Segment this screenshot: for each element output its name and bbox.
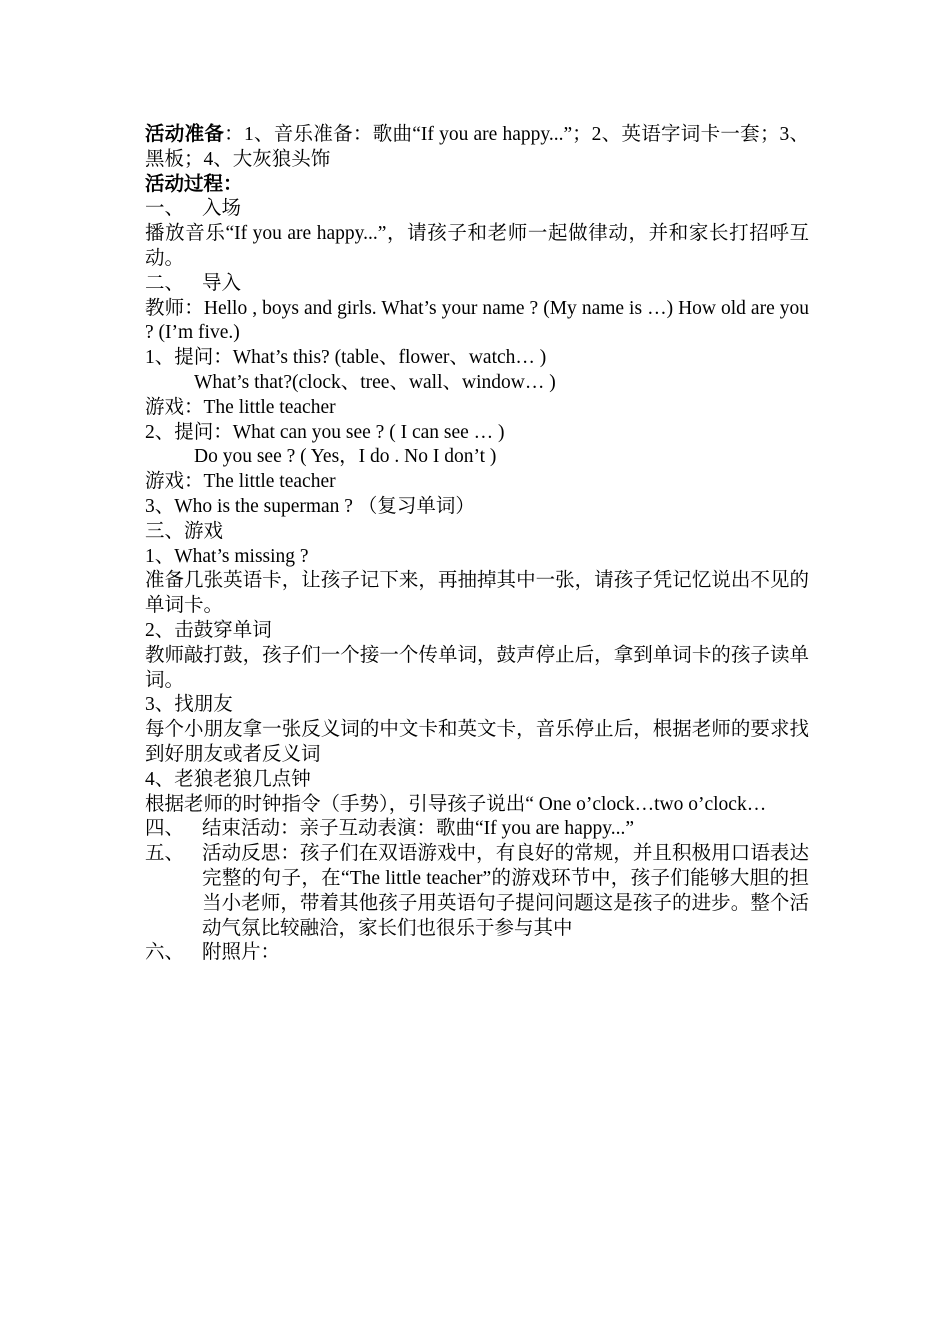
section-4	[145, 817, 809, 842]
section-number: 五、	[145, 843, 185, 865]
question-1: 1、提问：What’s this? (table、flower、watch… )	[145, 347, 547, 369]
prep-text: ：1、音乐准备：歌曲“If you are happy...”；2、英语字词卡一套；3、黑板；4、大灰狼头饰	[145, 124, 809, 170]
section-title: 导入	[202, 272, 242, 294]
section-1-heading	[145, 197, 809, 222]
game-1-text: 准备几张英语卡，让孩子记下来，再抽掉其中一张，请孩子凭记忆说出不见的单词卡。	[145, 570, 809, 617]
question-3: 3、Who is the superman ? （复习单词）	[145, 495, 475, 517]
section-text: 附照片：	[202, 942, 281, 964]
game-2-title: 2、击鼓穿单词	[145, 619, 272, 641]
game-3-title: 3、找朋友	[145, 694, 233, 716]
section-number: 二、	[145, 272, 185, 294]
teacher-line: 教师：Hello , boys and girls. What’s your name ? (My name is …) How old are you ? (I’m five.)	[145, 297, 809, 344]
prep-paragraph	[145, 123, 809, 173]
section-title: 入场	[202, 198, 242, 220]
game-line-2: 游戏：The little teacher	[145, 471, 336, 493]
section-number: 一、	[145, 198, 185, 220]
game-4-title: 4、老狼老狼几点钟	[145, 768, 311, 790]
question-2: 2、提问：What can you see ? ( I can see … )	[145, 421, 505, 443]
question-2-followup: Do you see ? ( Yes，I do . No I don’t )	[194, 446, 497, 468]
question-1-followup: What’s that?(clock、tree、wall、window… )	[194, 371, 556, 393]
section-number: 六、	[145, 942, 185, 964]
game-3-text: 每个小朋友拿一张反义词的中文卡和英文卡，音乐停止后，根据老师的要求找到好朋友或者反义词	[145, 719, 809, 765]
game-line-1: 游戏：The little teacher	[145, 396, 336, 418]
process-heading: 活动过程：	[145, 173, 243, 195]
game-2-text: 教师敲打鼓，孩子们一个接一个传单词，鼓声停止后，拿到单词卡的孩子读单词。	[145, 644, 809, 691]
document-body	[145, 123, 809, 966]
prep-label: 活动准备	[145, 124, 225, 145]
section-5	[145, 842, 809, 941]
section-3-heading: 三、游戏	[145, 520, 224, 542]
game-1-title: 1、What’s missing ?	[145, 545, 309, 567]
section-6	[145, 941, 809, 966]
section-number: 四、	[145, 818, 185, 840]
section-text: 活动反思：孩子们在双语游戏中，有良好的常规，并且积极用口语表达完整的句子，在“The little teacher”的游戏环节中，孩子们能够大胆的担当小老师，带着其他孩子用英语句子提问问题这是孩子的进步。整个活动气氛比较融洽，家长们也很乐于参与其中	[202, 843, 809, 939]
section-1-text: 播放音乐“If you are happy...”，请孩子和老师一起做律动，并和家长打招呼互动。	[145, 223, 809, 269]
section-text: 结束活动：亲子互动表演：歌曲“If you are happy...”	[202, 818, 634, 840]
game-4-text: 根据老师的时钟指令（手势），引导孩子说出“ One o’clock…two o’clock…	[145, 793, 767, 815]
section-2-heading	[145, 272, 809, 297]
